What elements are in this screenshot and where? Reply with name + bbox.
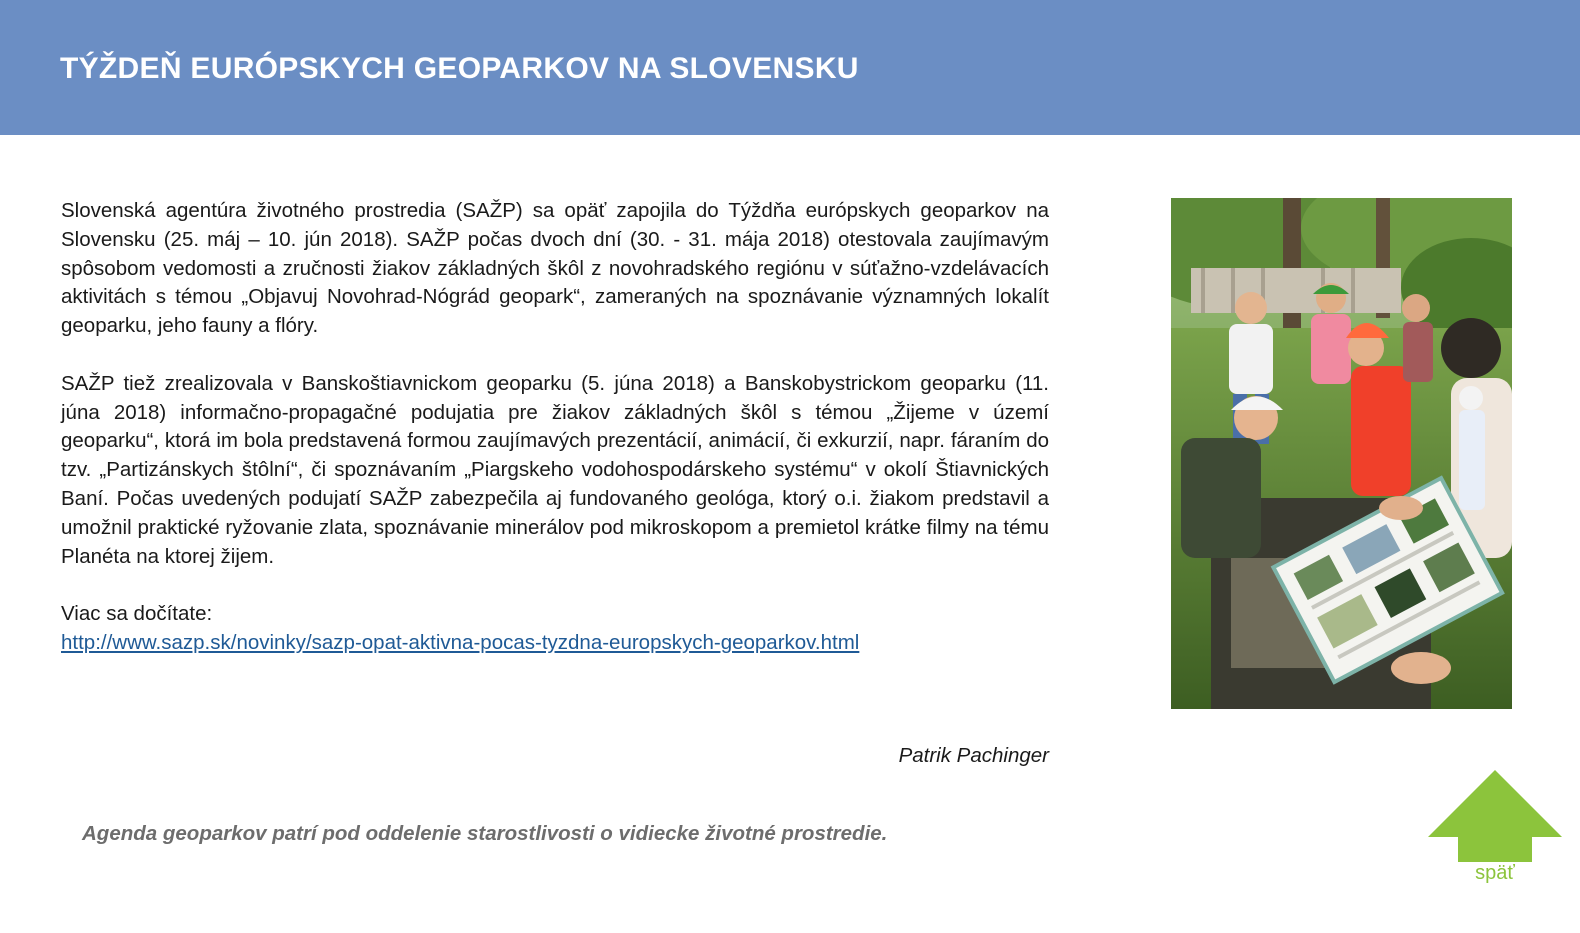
read-more [61, 600, 1049, 658]
author-name: Patrik Pachinger [898, 744, 1049, 767]
article-paragraph-2: SAŽP tiež zrealizovala v Banskoštiavnickom geoparku (5. júna 2018) a Banskobystrickom geoparku (11. júna 2018) informačno-propagačné podujatia pre žiakov základných škôl s témou „Žijeme v území geoparku“, ktorá im bola predstavená formou zaujímavých prezentácií, animácií, či exkurzií, napr. fáraním do tzv. „Partizánskych štôlní“, či spoznávaním „Piargskeho vodohospodárskeho systému“ v okolí Štiavnických Baní. Počas uvedených podujatí SAŽP zabezpečila aj fundovaného geológa, ktorý o.i. žiakom predstavil a umožnil praktické ryžovanie zlata, spoznávanie minerálov pod mikroskopom a premietol krátke filmy na tému Planéta na ktorej žijem. [61, 371, 1049, 568]
read-more-link[interactable]: http://www.sazp.sk/novinky/sazp-opat-aktivna-pocas-tyzdna-europskych-geoparkov.html [61, 630, 860, 654]
back-button-label: späť [1475, 862, 1515, 884]
up-arrow-icon [1428, 770, 1562, 862]
article-paragraph-1: Slovenská agentúra životného prostredia (SAŽP) sa opäť zapojila do Týždňa európskych geoparkov na Slovensku (25. máj – 10. jún 2018). SAŽP počas dvoch dní (30. - 31. mája 2018) otestovala zaujímavým spôsobom vedomosti a zručnosti žiakov základných škôl z novohradského regiónu v súťažno-vzdelávacích aktivitách s témou „Objavuj Novohrad-Nógrád geopark“, zameraných na spoznávanie významných lokalít geoparku, jeho fauny a flóry. [61, 199, 1049, 338]
agenda-note: Agenda geoparkov patrí pod oddelenie starostlivosti o vidiecke životné prostredie. [82, 822, 888, 845]
event-photo [1171, 198, 1512, 709]
page-title: TÝŽDEŇ EURÓPSKYCH GEOPARKOV NA SLOVENSKU [60, 52, 859, 85]
read-more-label: Viac sa dočítate: [61, 602, 213, 626]
header-bar [0, 0, 1580, 135]
back-button[interactable] [1428, 770, 1562, 890]
article-body [61, 197, 1049, 658]
